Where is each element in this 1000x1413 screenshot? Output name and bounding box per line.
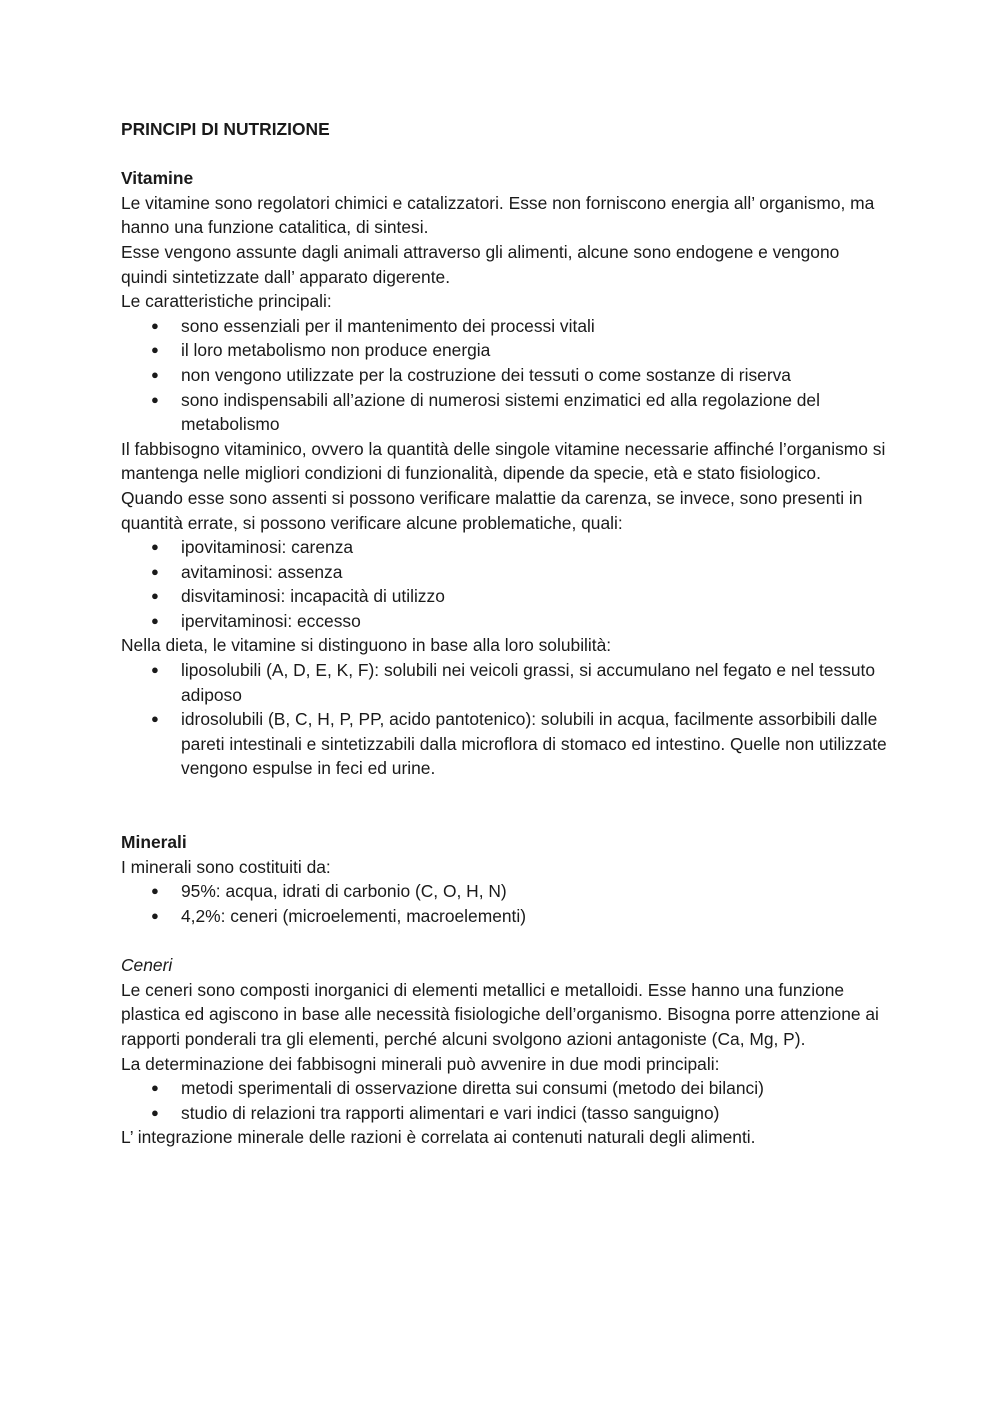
subsection-title-ceneri: Ceneri	[121, 955, 173, 976]
list-item: ● liposolubili (A, D, E, K, F): solubili nei veicoli grassi, si accumulano nel fegato e nel tessuto adiposo	[121, 658, 890, 707]
section-title-vitamine: Vitamine	[121, 168, 194, 189]
section-minerali	[121, 830, 890, 1150]
bullet-list	[121, 314, 890, 437]
list-item: ● idrosolubili (B, C, H, P, PP, acido pantotenico): solubili in acqua, facilmente assorbibili dalle pareti intestinali e sintetizzabili dalla microflora di stomaco ed intestino. Quelle non utilizzate vengono espulse in feci ed urine.	[121, 707, 890, 781]
paragraph: Esse vengono assunte dagli animali attraverso gli alimenti, alcune sono endogene e vengono quindi sintetizzate dall’ apparato digerente.	[121, 241, 840, 287]
list-item: ● 95%: acqua, idrati di carbonio (C, O, H, N)	[121, 879, 890, 904]
paragraph: Il fabbisogno vitaminico, ovvero la quantità delle singole vitamine necessarie affinché l’organismo si mantenga nelle migliori condizioni di funzionalità, dipende da specie, età e stato fisiologico.	[121, 438, 886, 484]
section-title-minerali: Minerali	[121, 832, 187, 853]
paragraph: Le vitamine sono regolatori chimici e catalizzatori. Esse non forniscono energia all’ organismo, ma hanno una funzione catalitica, di sintesi.	[121, 192, 875, 238]
list-item: ● metodi sperimentali di osservazione diretta sui consumi (metodo dei bilanci)	[121, 1076, 890, 1101]
list-item: ● ipovitaminosi: carenza	[121, 535, 890, 560]
list-item: ● il loro metabolismo non produce energia	[121, 338, 890, 363]
paragraph: Le caratteristiche principali:	[121, 291, 332, 312]
paragraph: La determinazione dei fabbisogni minerali può avvenire in due modi principali:	[121, 1053, 720, 1074]
list-item: ● sono essenziali per il mantenimento dei processi vitali	[121, 314, 890, 339]
paragraph: Nella dieta, le vitamine si distinguono in base alla loro solubilità:	[121, 635, 612, 656]
paragraph: L’ integrazione minerale delle razioni è correlata ai contenuti naturali degli alimenti.	[121, 1127, 756, 1148]
section-vitamine	[121, 166, 890, 781]
list-item: ● studio di relazioni tra rapporti alimentari e vari indici (tasso sanguigno)	[121, 1101, 890, 1126]
paragraph: Quando esse sono assenti si possono verificare malattie da carenza, se invece, sono presenti in quantità errate, si possono verificare alcune problematiche, quali:	[121, 487, 863, 533]
paragraph: Le ceneri sono composti inorganici di elementi metallici e metalloidi. Esse hanno una funzione plastica ed agiscono in base alle necessità fisiologiche dell’organismo. Bisogna porre attenzione ai rapporti ponderali tra gli elementi, perché alcuni svolgono azioni antagoniste (Ca, Mg, P).	[121, 979, 879, 1049]
paragraph: I minerali sono costituiti da:	[121, 856, 331, 877]
spacer	[121, 781, 890, 830]
spacer	[121, 929, 890, 954]
list-item: ● ipervitaminosi: eccesso	[121, 609, 890, 634]
list-item: ● avitaminosi: assenza	[121, 560, 890, 585]
bullet-list	[121, 658, 890, 781]
page-title: PRINCIPI DI NUTRIZIONE	[121, 119, 330, 139]
bullet-list	[121, 1076, 890, 1125]
bullet-list	[121, 879, 890, 928]
list-item: ● sono indispensabili all’azione di numerosi sistemi enzimatici ed alla regolazione del metabolismo	[121, 388, 890, 437]
list-item: ● 4,2%: ceneri (microelementi, macroelementi)	[121, 904, 890, 929]
list-item: ● disvitaminosi: incapacità di utilizzo	[121, 584, 890, 609]
list-item: ● non vengono utilizzate per la costruzione dei tessuti o come sostanze di riserva	[121, 363, 890, 388]
bullet-list	[121, 535, 890, 633]
